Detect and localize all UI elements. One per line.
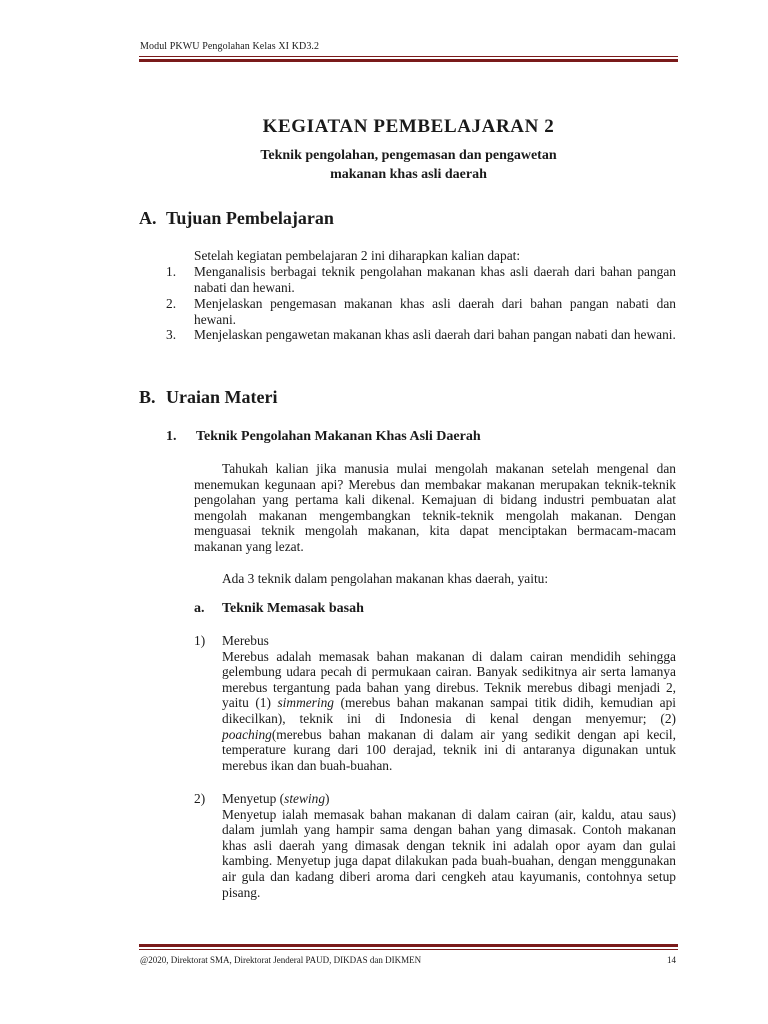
objective-2-text: Menjelaskan pengemasan makanan khas asli daerah dari bahan pangan nabati dan hewani. (194, 296, 676, 327)
subsection-a-letter: a. (194, 601, 205, 616)
subsection-1-heading (166, 429, 481, 445)
menyetup-title (222, 791, 676, 807)
menyetup-block (222, 791, 676, 900)
subsection-a-title: Teknik Memasak basah (222, 601, 364, 616)
menyetup-title-part-2: ) (325, 791, 330, 806)
objective-1-number: 1. (166, 264, 177, 279)
objective-2-number: 2. (166, 296, 177, 311)
menyetup-number: 2) (194, 791, 206, 806)
intro-paragraph: Tahukah kalian jika manusia mulai mengolah makanan setelah mengenal dan menemukan kegunaan api? Merebus dan membakar makanan merupakan teknik-teknik pengolahan yang pertama kali dikenal. Kemajuan di bidang industri pembuatan alat mengolah makanan mengembangkan teknik-teknik mengolah makanan. Dengan menguasai teknik mengolah makanan, kita dapat menciptakan bermacam-macam makanan yang lezat. (194, 461, 676, 554)
term-poaching: poaching (222, 726, 272, 742)
section-a-heading (139, 208, 334, 229)
section-b-title: Uraian Materi (166, 387, 278, 407)
merebus-title: Merebus (222, 633, 269, 648)
term-simmering: simmering (277, 695, 335, 711)
merebus-description (222, 649, 676, 774)
section-a-letter: A. (139, 208, 157, 228)
page-subtitle (139, 146, 678, 184)
page-number: 14 (667, 955, 676, 965)
objective-item-1 (166, 264, 676, 295)
subsection-a-heading (194, 601, 364, 617)
term-stewing: stewing (284, 791, 326, 806)
merebus-block (222, 633, 676, 773)
page-footer (140, 955, 676, 965)
header-rule-thick (139, 59, 678, 62)
section-b-letter: B. (139, 387, 156, 407)
subtitle-line-2: makanan khas asli daerah (330, 167, 487, 182)
subsection-1-number: 1. (166, 429, 177, 444)
merebus-text-part-2: (merebus bahan makanan sampai titik didih, kemudian api dikecilkan), teknik ini di Indonesia di kenal dengan menyemur; (2) (222, 695, 676, 726)
merebus-number: 1) (194, 633, 206, 648)
menyetup-description: Menyetup ialah memasak bahan makanan di dalam cairan (air, kaldu, atau saus) dalam jumlah yang hampir sama dengan bahan yang dimasak. Contoh makanan khas asli daerah yang dimasak dengan teknik ini adalah opor ayam dan gulai kambing. Menyetup juga dapat dilakukan pada buah-buahan, dengan menggunakan air gula dan kadang diberi aroma dari cengkeh atau kayumanis, contohnya setup pisang. (222, 806, 676, 900)
section-a-intro: Setelah kegiatan pembelajaran 2 ini diharapkan kalian dapat: (194, 248, 521, 263)
objective-1-text: Menganalisis berbagai teknik pengolahan makanan khas asli daerah dari bahan pangan nabati dan hewani. (194, 264, 676, 295)
objective-3-text: Menjelaskan pengawetan makanan khas asli daerah dari bahan pangan nabati dan hewani. (194, 327, 676, 342)
subsection-1-title: Teknik Pengolahan Makanan Khas Asli Daerah (196, 429, 481, 444)
objective-item-3 (166, 327, 676, 343)
objective-item-2 (166, 296, 676, 327)
footer-rule-thick (139, 944, 678, 947)
section-a-title: Tujuan Pembelajaran (166, 208, 334, 228)
merebus-text-part-3: (merebus bahan makanan di dalam air yang sedikit dengan api kecil, temperature kurang dari 100 derajad, teknik ini di antaranya digunakan untuk merebus ikan dan buah-buahan. (222, 726, 676, 773)
footer-rule-thin (139, 949, 678, 950)
subtitle-line-1: Teknik pengolahan, pengemasan dan pengawetan (260, 148, 557, 163)
header-rule-thin (139, 56, 678, 57)
menyetup-title-part-1: Menyetup ( (222, 791, 285, 806)
section-b-heading (139, 387, 277, 408)
running-header: Modul PKWU Pengolahan Kelas XI KD3.2 (140, 41, 320, 52)
footer-credit: @2020, Direktorat SMA, Direktorat Jenderal PAUD, DIKDAS dan DIKMEN (140, 955, 422, 965)
merebus-text-part-1: Merebus adalah memasak bahan makanan di dalam cairan mendidih sehingga gelembung udara pecah di permukaan cairan. Banyak sedikitnya air serta lamanya merebus tergantung pada bahan yang direbus. Teknik merebus dibagi menjadi 2, yaitu (1) (222, 648, 676, 711)
techniques-intro: Ada 3 teknik dalam pengolahan makanan khas daerah, yaitu: (222, 571, 549, 586)
objective-3-number: 3. (166, 327, 177, 342)
page-title: KEGIATAN PEMBELAJARAN 2 (262, 116, 555, 137)
